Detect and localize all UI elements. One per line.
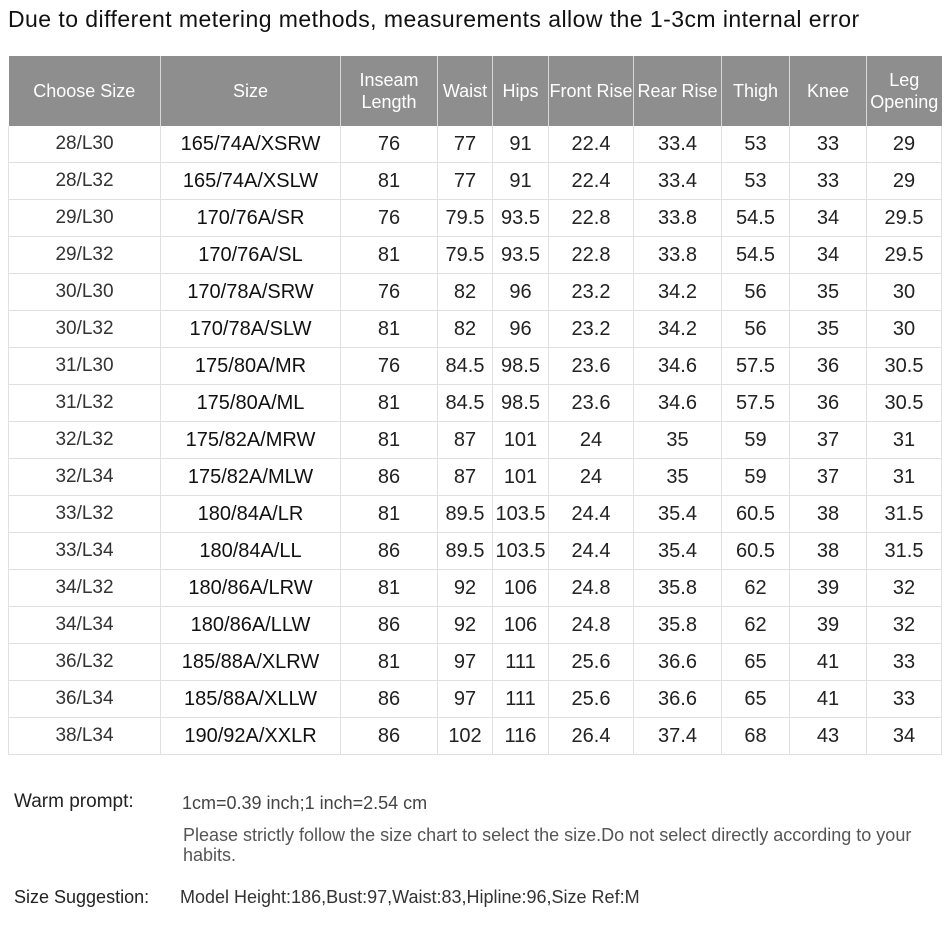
measurement-cell: 31.5: [867, 496, 942, 533]
measurement-cell: 89.5: [438, 533, 493, 570]
measurement-cell: 77: [438, 163, 493, 200]
measurement-cell: 32: [867, 607, 942, 644]
measurement-cell: 97: [438, 681, 493, 718]
table-row: [9, 126, 942, 163]
measurement-cell: 59: [722, 459, 790, 496]
choose-size-cell: 33/L32: [9, 496, 161, 533]
size-cell: 180/84A/LR: [161, 496, 341, 533]
size-cell: 185/88A/XLRW: [161, 644, 341, 681]
column-header: Choose Size: [9, 56, 161, 126]
measurement-cell: 87: [438, 459, 493, 496]
measurement-cell: 96: [493, 311, 549, 348]
measurement-cell: 36.6: [634, 681, 722, 718]
warm-prompt-label: Warm prompt:: [14, 791, 134, 812]
table-row: [9, 681, 942, 718]
table-row: [9, 163, 942, 200]
measurement-cell: 39: [790, 607, 867, 644]
measurement-cell: 30.5: [867, 348, 942, 385]
size-cell: 180/86A/LLW: [161, 607, 341, 644]
measurement-cell: 57.5: [722, 385, 790, 422]
choose-size-cell: 32/L32: [9, 422, 161, 459]
measurement-cell: 34: [790, 200, 867, 237]
measurement-cell: 33.8: [634, 237, 722, 274]
measurement-cell: 81: [341, 385, 438, 422]
measurement-cell: 98.5: [493, 348, 549, 385]
measurement-cell: 111: [493, 681, 549, 718]
measurement-cell: 98.5: [493, 385, 549, 422]
measurement-cell: 33: [790, 126, 867, 163]
measurement-cell: 87: [438, 422, 493, 459]
size-cell: 170/76A/SR: [161, 200, 341, 237]
table-row: [9, 533, 942, 570]
measurement-cell: 23.2: [549, 311, 634, 348]
choose-size-cell: 36/L34: [9, 681, 161, 718]
measurement-cell: 35.8: [634, 607, 722, 644]
measurement-cell: 84.5: [438, 348, 493, 385]
measurement-cell: 33: [867, 681, 942, 718]
size-chart-table: [8, 56, 942, 755]
page-headline: Due to different metering methods, measurements allow the 1-3cm internal error: [8, 6, 860, 32]
measurement-cell: 22.8: [549, 200, 634, 237]
measurement-cell: 31.5: [867, 533, 942, 570]
column-header: Thigh: [722, 56, 790, 126]
measurement-cell: 33.8: [634, 200, 722, 237]
measurement-cell: 35.4: [634, 496, 722, 533]
measurement-cell: 81: [341, 644, 438, 681]
measurement-cell: 59: [722, 422, 790, 459]
measurement-cell: 81: [341, 570, 438, 607]
size-cell: 175/80A/ML: [161, 385, 341, 422]
measurement-cell: 68: [722, 718, 790, 755]
size-cell: 165/74A/XSLW: [161, 163, 341, 200]
table-row: [9, 348, 942, 385]
measurement-cell: 24: [549, 459, 634, 496]
choose-size-cell: 29/L32: [9, 237, 161, 274]
measurement-cell: 60.5: [722, 496, 790, 533]
size-cell: 170/78A/SLW: [161, 311, 341, 348]
measurement-cell: 29: [867, 163, 942, 200]
measurement-cell: 116: [493, 718, 549, 755]
measurement-cell: 32: [867, 570, 942, 607]
measurement-cell: 81: [341, 163, 438, 200]
size-cell: 185/88A/XLLW: [161, 681, 341, 718]
choose-size-cell: 32/L34: [9, 459, 161, 496]
choose-size-cell: 36/L32: [9, 644, 161, 681]
size-cell: 165/74A/XSRW: [161, 126, 341, 163]
measurement-cell: 106: [493, 570, 549, 607]
column-header: Size: [161, 56, 341, 126]
measurement-cell: 81: [341, 496, 438, 533]
measurement-cell: 103.5: [493, 496, 549, 533]
measurement-cell: 76: [341, 126, 438, 163]
table-row: [9, 385, 942, 422]
measurement-cell: 84.5: [438, 385, 493, 422]
choose-size-cell: 38/L34: [9, 718, 161, 755]
table-row: [9, 237, 942, 274]
choose-size-cell: 34/L32: [9, 570, 161, 607]
column-header: Hips: [493, 56, 549, 126]
column-header: Knee: [790, 56, 867, 126]
measurement-cell: 86: [341, 718, 438, 755]
measurement-cell: 81: [341, 422, 438, 459]
measurement-cell: 25.6: [549, 681, 634, 718]
measurement-cell: 54.5: [722, 237, 790, 274]
measurement-cell: 36.6: [634, 644, 722, 681]
size-cell: 190/92A/XXLR: [161, 718, 341, 755]
choose-size-cell: 28/L32: [9, 163, 161, 200]
measurement-cell: 36: [790, 348, 867, 385]
choose-size-cell: 31/L32: [9, 385, 161, 422]
measurement-cell: 24: [549, 422, 634, 459]
choose-size-cell: 28/L30: [9, 126, 161, 163]
measurement-cell: 31: [867, 422, 942, 459]
table-row: [9, 718, 942, 755]
measurement-cell: 86: [341, 607, 438, 644]
measurement-cell: 37: [790, 459, 867, 496]
measurement-cell: 31: [867, 459, 942, 496]
measurement-cell: 92: [438, 570, 493, 607]
measurement-cell: 22.4: [549, 126, 634, 163]
measurement-cell: 38: [790, 533, 867, 570]
measurement-cell: 34.6: [634, 385, 722, 422]
unit-conversion-note: 1cm=0.39 inch;1 inch=2.54 cm: [182, 793, 428, 813]
measurement-cell: 65: [722, 681, 790, 718]
measurement-cell: 101: [493, 459, 549, 496]
table-row: [9, 274, 942, 311]
measurement-cell: 23.6: [549, 348, 634, 385]
measurement-cell: 93.5: [493, 200, 549, 237]
measurement-cell: 30.5: [867, 385, 942, 422]
measurement-cell: 22.8: [549, 237, 634, 274]
measurement-cell: 86: [341, 459, 438, 496]
measurement-cell: 22.4: [549, 163, 634, 200]
measurement-cell: 65: [722, 644, 790, 681]
measurement-cell: 35: [790, 311, 867, 348]
measurement-cell: 29: [867, 126, 942, 163]
measurement-cell: 60.5: [722, 533, 790, 570]
measurement-cell: 111: [493, 644, 549, 681]
measurement-cell: 91: [493, 126, 549, 163]
measurement-cell: 101: [493, 422, 549, 459]
size-suggestion-text: Model Height:186,Bust:97,Waist:83,Hipline:96,Size Ref:M: [180, 887, 640, 907]
measurement-cell: 81: [341, 311, 438, 348]
size-cell: 175/82A/MRW: [161, 422, 341, 459]
measurement-cell: 35: [634, 459, 722, 496]
measurement-cell: 54.5: [722, 200, 790, 237]
choose-size-cell: 29/L30: [9, 200, 161, 237]
measurement-cell: 106: [493, 607, 549, 644]
measurement-cell: 79.5: [438, 237, 493, 274]
measurement-cell: 25.6: [549, 644, 634, 681]
size-suggestion-label: Size Suggestion:: [14, 887, 150, 907]
table-row: [9, 607, 942, 644]
measurement-cell: 76: [341, 274, 438, 311]
measurement-cell: 29.5: [867, 237, 942, 274]
measurement-cell: 24.8: [549, 570, 634, 607]
measurement-cell: 34: [867, 718, 942, 755]
measurement-cell: 86: [341, 533, 438, 570]
table-row: [9, 459, 942, 496]
measurement-cell: 34.2: [634, 311, 722, 348]
size-cell: 170/76A/SL: [161, 237, 341, 274]
column-header: Waist: [438, 56, 493, 126]
measurement-cell: 86: [341, 681, 438, 718]
measurement-cell: 56: [722, 274, 790, 311]
size-cell: 175/80A/MR: [161, 348, 341, 385]
measurement-cell: 96: [493, 274, 549, 311]
table-row: [9, 422, 942, 459]
measurement-cell: 35.4: [634, 533, 722, 570]
measurement-cell: 92: [438, 607, 493, 644]
measurement-cell: 35: [634, 422, 722, 459]
measurement-cell: 77: [438, 126, 493, 163]
measurement-cell: 37: [790, 422, 867, 459]
measurement-cell: 23.2: [549, 274, 634, 311]
measurement-cell: 29.5: [867, 200, 942, 237]
table-row: [9, 496, 942, 533]
measurement-cell: 33: [867, 644, 942, 681]
choose-size-cell: 34/L34: [9, 607, 161, 644]
measurement-cell: 24.8: [549, 607, 634, 644]
measurement-cell: 53: [722, 126, 790, 163]
table-body: [9, 126, 942, 755]
column-header: Inseam Length: [341, 56, 438, 126]
size-cell: 180/84A/LL: [161, 533, 341, 570]
measurement-cell: 30: [867, 274, 942, 311]
measurement-cell: 76: [341, 200, 438, 237]
measurement-cell: 57.5: [722, 348, 790, 385]
measurement-cell: 38: [790, 496, 867, 533]
measurement-cell: 33.4: [634, 163, 722, 200]
measurement-cell: 62: [722, 607, 790, 644]
measurement-cell: 53: [722, 163, 790, 200]
measurement-cell: 93.5: [493, 237, 549, 274]
measurement-cell: 89.5: [438, 496, 493, 533]
size-cell: 180/86A/LRW: [161, 570, 341, 607]
measurement-cell: 39: [790, 570, 867, 607]
table-row: [9, 644, 942, 681]
measurement-cell: 33.4: [634, 126, 722, 163]
measurement-cell: 102: [438, 718, 493, 755]
measurement-cell: 37.4: [634, 718, 722, 755]
measurement-cell: 41: [790, 681, 867, 718]
measurement-cell: 23.6: [549, 385, 634, 422]
measurement-cell: 33: [790, 163, 867, 200]
measurement-cell: 79.5: [438, 200, 493, 237]
table-row: [9, 311, 942, 348]
measurement-cell: 76: [341, 348, 438, 385]
choose-size-cell: 30/L30: [9, 274, 161, 311]
measurement-cell: 24.4: [549, 533, 634, 570]
measurement-cell: 97: [438, 644, 493, 681]
measurement-cell: 24.4: [549, 496, 634, 533]
column-header: Leg Opening: [867, 56, 942, 126]
column-header: Rear Rise: [634, 56, 722, 126]
measurement-cell: 34.2: [634, 274, 722, 311]
measurement-cell: 62: [722, 570, 790, 607]
choose-size-cell: 30/L32: [9, 311, 161, 348]
measurement-cell: 26.4: [549, 718, 634, 755]
measurement-cell: 34.6: [634, 348, 722, 385]
size-cell: 175/82A/MLW: [161, 459, 341, 496]
measurement-cell: 30: [867, 311, 942, 348]
measurement-cell: 35.8: [634, 570, 722, 607]
table-row: [9, 200, 942, 237]
size-selection-note: Please strictly follow the size chart to select the size.Do not select directly according to your habits.: [183, 825, 912, 865]
measurement-cell: 36: [790, 385, 867, 422]
size-cell: 170/78A/SRW: [161, 274, 341, 311]
measurement-cell: 103.5: [493, 533, 549, 570]
measurement-cell: 34: [790, 237, 867, 274]
measurement-cell: 56: [722, 311, 790, 348]
choose-size-cell: 31/L30: [9, 348, 161, 385]
measurement-cell: 82: [438, 274, 493, 311]
measurement-cell: 91: [493, 163, 549, 200]
table-row: [9, 570, 942, 607]
column-header: Front Rise: [549, 56, 634, 126]
measurement-cell: 41: [790, 644, 867, 681]
choose-size-cell: 33/L34: [9, 533, 161, 570]
measurement-cell: 81: [341, 237, 438, 274]
measurement-cell: 43: [790, 718, 867, 755]
measurement-cell: 82: [438, 311, 493, 348]
table-header-row: [9, 56, 942, 126]
measurement-cell: 35: [790, 274, 867, 311]
